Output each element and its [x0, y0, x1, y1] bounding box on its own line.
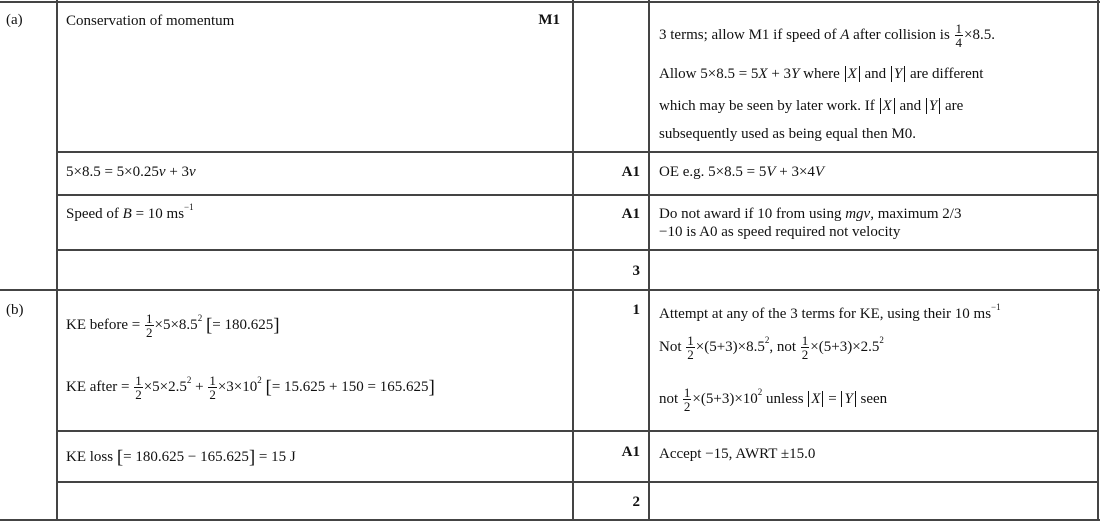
- note-b1-line2: Not $\frac{1}{2}$ $\times(5+3)\times 8.5^2$, not $\frac{1}{2}$ $\times(5+3)\times 2.5^2$: [659, 333, 884, 362]
- note-a2: OE e.g. 5×8.5 = 5V + 3×4V: [659, 164, 825, 180]
- note-a1-line4: subsequently used as being equal then M0.: [659, 126, 917, 142]
- working-ke-after: KE after = $\frac{1}{2}$ $\times 5\times 2.5^2$ + $\frac{1}{2}$ $\times 3\times 10^2$ [= 15.625 + 150 = 165.625]: [66, 373, 435, 402]
- fraction-quarter: $\frac{1}{4}$: [955, 21, 963, 50]
- fraction-half: $\frac{1}{2}$: [683, 385, 691, 414]
- col-divider-part: [56, 0, 58, 521]
- col-divider-notes: [648, 0, 650, 521]
- table-top-border: [0, 1, 1100, 3]
- note-a1-line1: [659, 22, 995, 49]
- note-text: 3 terms; allow M1 if speed of: [659, 26, 841, 43]
- row-divider: [56, 249, 1099, 251]
- mark-m1: M1: [538, 12, 560, 28]
- col-divider-mark: [572, 0, 574, 521]
- var-a: A: [840, 26, 850, 43]
- row-divider: [56, 151, 1099, 153]
- note-b1-line3: not $\frac{1}{2}$ $\times(5+3)\times 10^2$ unless X = Y seen: [659, 385, 888, 414]
- row-divider: [56, 430, 1099, 432]
- row-divider: [56, 194, 1099, 196]
- table-bottom-border: [0, 519, 1100, 521]
- fraction-half: $\frac{1}{2}$: [801, 333, 809, 362]
- mark-a1: A1: [621, 206, 640, 222]
- note-a1-line2: Allow 5×8.5 = 5X + 3Y where X and Y are different: [659, 66, 984, 82]
- total-a: 3: [632, 263, 640, 279]
- part-divider: [0, 289, 1100, 291]
- abs-y: Y: [926, 98, 940, 114]
- working-ke-before: KE before = $\frac{1}{2}$ $\times 5\times 8.5^2$ [= 180.625]: [66, 311, 280, 340]
- fraction-half: $\frac{1}{2}$: [209, 373, 216, 402]
- note-a3-line1: Do not award if 10 from using mgv, maximum 2/3: [659, 206, 962, 222]
- note-a1-line3: which may be seen by later work. If X and Y are: [659, 98, 964, 114]
- mark-a1: A1: [621, 444, 640, 460]
- note-b1-line1: Attempt at any of the 3 terms for KE, using their 10 $ms^{-1}$: [659, 302, 1001, 322]
- note-a3-line2: −10 is A0 as speed required not velocity: [659, 224, 901, 240]
- working-ke-loss: KE loss [= 180.625 − 165.625] = 15 J: [66, 447, 296, 468]
- table-right-border: [1097, 0, 1099, 521]
- working-speed-of-b: Speed of B = 10 $ms^{-1}$: [66, 202, 194, 222]
- note-text: after collision is: [849, 26, 954, 43]
- abs-x: X: [880, 98, 895, 114]
- fraction-half: $\frac{1}{2}$: [135, 373, 142, 402]
- mark-1: 1: [632, 302, 640, 318]
- abs-x: X: [845, 66, 860, 82]
- part-label-a: (a): [6, 12, 23, 28]
- working-conservation: Conservation of momentum: [66, 13, 235, 29]
- mark-a1: A1: [621, 164, 640, 180]
- working-momentum-equation: 5×8.5 = 5×0.25v + 3v: [66, 164, 196, 180]
- note-text: ×8.5.: [964, 26, 996, 43]
- fraction-half: $\frac{1}{2}$: [687, 333, 694, 362]
- abs-y: Y: [841, 391, 855, 407]
- fraction-half: $\frac{1}{2}$: [146, 311, 153, 340]
- abs-y: Y: [891, 66, 905, 82]
- note-b2: Accept −15, AWRT ±15.0: [659, 446, 816, 462]
- abs-x: X: [808, 391, 823, 407]
- row-divider: [56, 481, 1099, 483]
- part-label-b: (b): [6, 302, 24, 318]
- total-b: 2: [632, 494, 640, 510]
